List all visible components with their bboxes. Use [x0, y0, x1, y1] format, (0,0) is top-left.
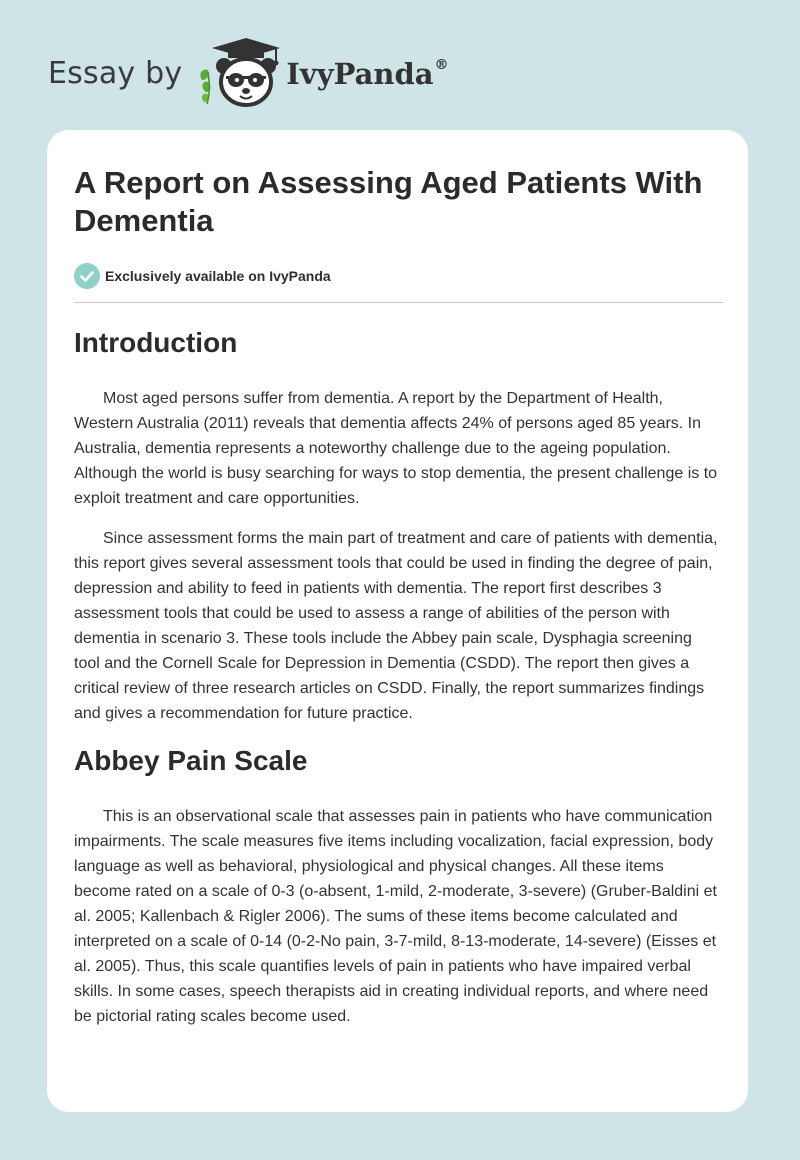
paragraph: Most aged persons suffer from dementia. A report by the Department of Health, Western Australia (2011) reveals that dementia affects 24% of persons aged 85 years. In Australia, dementia represents a noteworthy challenge due to the ageing population. Although the world is busy searching for ways to stop dementia, the present challenge is to exploit treatment and care opportunities. [74, 390, 718, 507]
page-title: A Report on Assessing Aged Patients With Dementia [74, 165, 703, 238]
registered-mark: ® [434, 57, 449, 74]
brand-name[interactable] [286, 57, 448, 91]
check-circle-icon [74, 263, 100, 289]
brand-header [48, 36, 449, 110]
paragraph: Since assessment forms the main part of treatment and care of patients with dementia, this report gives several assessment tools that could be used in finding the degree of pain, depression and ability to feed in patients with dementia. The report first describes 3 assessment tools that could be used to assess a range of abilities of the person with dementia in scenario 3. These tools include the Abbey pain scale, Dysphagia screening tool and the Cornell Scale for Depression in Dementia (CSDD). The report then gives a critical review of three research articles on CSDD. Finally, the report summarizes findings and gives a recommendation for future practice. [74, 530, 718, 722]
brand-prefix: Essay by [48, 55, 183, 91]
section-heading-introduction: Introduction [74, 327, 238, 358]
brand-name-text: IvyPanda [286, 57, 434, 91]
panda-graduate-logo-icon[interactable] [196, 36, 282, 110]
divider [74, 302, 723, 303]
essay-card [47, 130, 748, 1112]
paragraph: This is an observational scale that assesses pain in patients who have communication impairments. The scale measures five items including vocalization, facial expression, body language as well as behavioral, physiological and physical changes. All these items become rated on a scale of 0-3 (o-absent, 1-mild, 2-moderate, 3-severe) (Gruber-Baldini et al. 2005; Kallenbach & Rigler 2006). The sums of these items become calculated and interpreted on a scale of 0-14 (0-2-No pain, 3-7-mild, 8-13-moderate, 14-severe) (Eisses et al. 2005). Thus, this scale quantifies levels of pain in patients who have impaired verbal skills. In some cases, speech therapists aid in creating individual reports, and where need be pictorial rating scales become used. [74, 808, 717, 1025]
exclusive-label: Exclusively available on IvyPanda [105, 268, 331, 284]
section-heading-abbey-pain-scale: Abbey Pain Scale [74, 745, 308, 776]
exclusive-badge [74, 263, 331, 289]
